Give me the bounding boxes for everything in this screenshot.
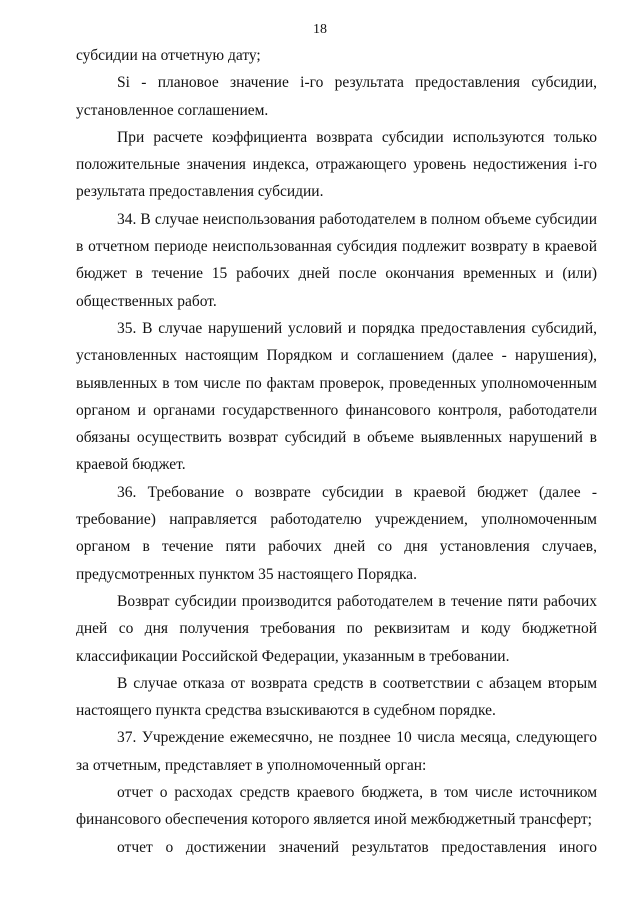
paragraph-refund-procedure: Возврат субсидии производится работодателем в течение пяти рабочих дней со дня получения требования по реквизитам и коду бюджетной классификации Российской Федерации, указанным в требовании.	[76, 592, 597, 665]
page-number: 18	[313, 22, 327, 37]
paragraph-expense-report: отчет о расходах средств краевого бюджета, в том числе источником финансового обеспечения которого является иной межбюджетный трансферт;	[76, 784, 597, 829]
paragraph-refusal-note: В случае отказа от возврата средств в соответствии с абзацем вторым настоящего пункта средства взыскиваются в судебном порядке.	[76, 674, 597, 720]
document-body	[76, 42, 597, 861]
paragraph-item-34: 34. В случае неиспользования работодателем в полном объеме субсидии в отчетном периоде неиспользованная субсидия подлежит возврату в краевой бюджет в течение 15 рабочих дней после окончания временных и (или) общественных работ.	[76, 210, 597, 310]
paragraph-continuation: субсидии на отчетную дату;	[76, 47, 261, 64]
paragraph-item-36: 36. Требование о возврате субсидии в краевой бюджет (далее - требование) направляется работодателю учреждением, уполномоченным органом в течение пяти рабочих дней со дня установления случаев, предусмотренных пунктом 35 настоящего Порядка.	[76, 483, 597, 583]
paragraph-item-37: 37. Учреждение ежемесячно, не позднее 10 числа месяца, следующего за отчетным, представляет в уполномоченный орган:	[76, 729, 597, 774]
paragraph-results-report: отчет о достижении значений результатов предоставления иного	[117, 838, 597, 856]
paragraph-si-definition: Si - плановое значение i-го результата предоставления субсидии, установленное соглашением.	[76, 74, 597, 119]
paragraph-item-35: 35. В случае нарушений условий и порядка предоставления субсидий, установленных настоящим Порядком и соглашением (далее - нарушения), выявленных в том числе по фактам проверок, проведенных уполномоченным органом и органами государственного финансового контроля, работодатели обязаны осуществить возврат субсидий в объеме выявленных нарушений в краевой бюджет.	[76, 319, 597, 474]
paragraph-coefficient-note: При расчете коэффициента возврата субсидии используются только положительные значения индекса, отражающего уровень недостижения i-го результата предоставления субсидии.	[76, 128, 597, 201]
